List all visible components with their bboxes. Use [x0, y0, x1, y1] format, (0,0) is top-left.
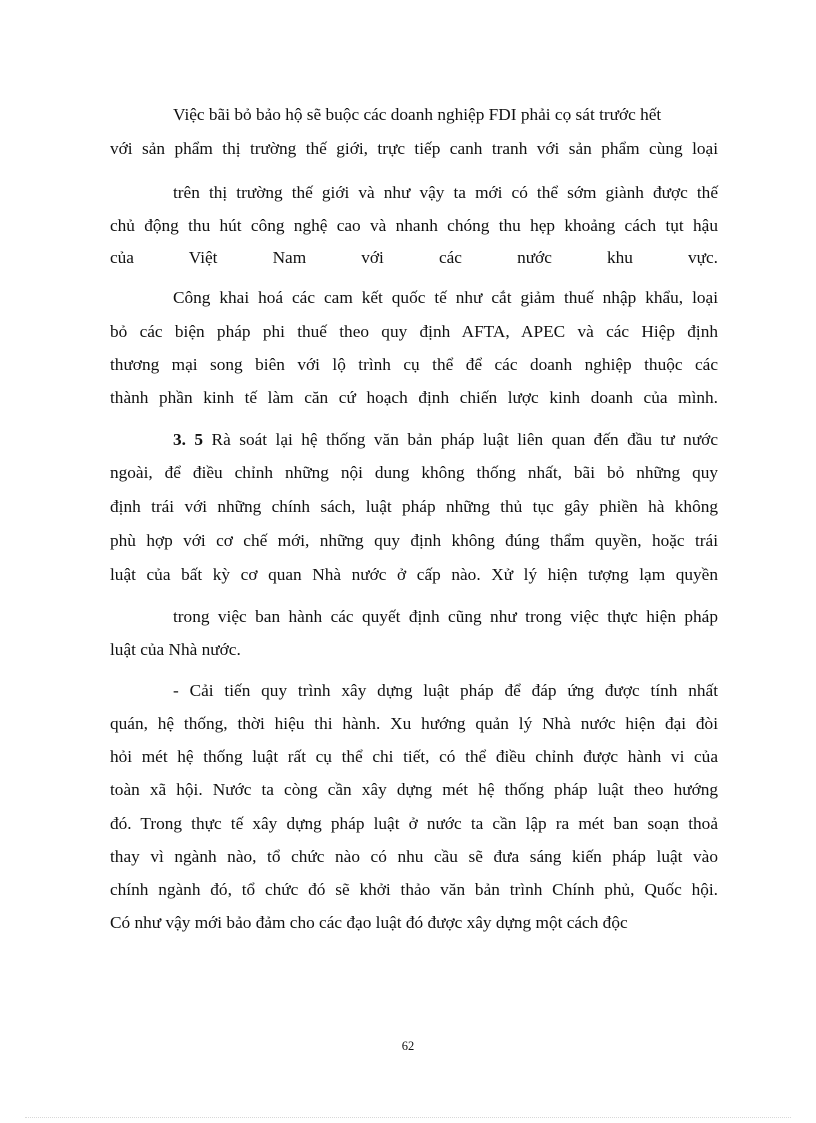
paragraph-6-line-6: thay vì ngành nào, tổ chức nào có nhu cầu sẽ đưa sáng kiến pháp luật vào [110, 847, 718, 866]
paragraph-6-line-1: - Cải tiến quy trình xây dựng luật pháp để đáp ứng được tính nhất [173, 681, 718, 700]
paragraph-6-line-3: hỏi mét hệ thống luật rất cụ thể chi tiết, có thể điều chỉnh được hành vi của [110, 747, 718, 766]
paragraph-3-line-4: thành phần kinh tế làm căn cứ hoạch định chiến lược kinh doanh của mình. [110, 388, 718, 407]
paragraph-6-line-8: Có như vậy mới bảo đảm cho các đạo luật đó được xây dựng một cách độc [110, 913, 628, 932]
paragraph-2-line-1: trên thị trường thế giới và như vậy ta mới có thể sớm giành được thế [173, 183, 718, 202]
line-text: Việc bãi bỏ bảo hộ sẽ buộc các doanh nghiệp FDI phải cọ sát trước hết [173, 105, 662, 124]
page-number: 62 [401, 1039, 415, 1053]
paragraph-3-line-3: thương mại song biên với lộ trình cụ thể để các doanh nghiệp thuộc các [110, 355, 718, 374]
paragraph-6-line-5: đó. Trong thực tế xây dựng pháp luật ở nước ta cần lập ra mét ban soạn thoả [110, 814, 718, 833]
paragraph-2-line-2: chủ động thu hút công nghệ cao và nhanh chóng thu hẹp khoảng cách tụt hậu [110, 216, 718, 235]
line-text: Rà soát lại hệ thống văn bản pháp luật liên quan đến đầu tư nước [203, 430, 718, 449]
paragraph-4-line-1 [173, 429, 718, 451]
paragraph-5-line-1: trong việc ban hành các quyết định cũng như trong việc thực hiện pháp [173, 607, 718, 626]
paragraph-6-line-7: chính ngành đó, tổ chức đó sẽ khởi thảo văn bản trình Chính phủ, Quốc hội. [110, 880, 718, 899]
paragraph-6-line-4: toàn xã hội. Nước ta còng cần xây dựng mét hệ thống pháp luật theo hướng [110, 780, 718, 799]
paragraph-4-line-5: luật của bất kỳ cơ quan Nhà nước ở cấp nào. Xử lý hiện tượng lạm quyền [110, 565, 718, 584]
paragraph-5-line-2: luật của Nhà nước. [110, 640, 241, 659]
paragraph-1-line-1 [173, 104, 718, 126]
paragraph-6-line-2: quán, hệ thống, thời hiệu thi hành. Xu hướng quản lý Nhà nước hiện đại đòi [110, 714, 718, 733]
paragraph-4-line-3: định trái với những chính sách, luật pháp những thủ tục gây phiền hà không [110, 497, 718, 516]
paragraph-3-line-2: bỏ các biện pháp phi thuế theo quy định AFTA, APEC và các Hiệp định [110, 322, 718, 341]
section-number: 3. 5 [173, 430, 204, 449]
page-bottom-rule [25, 1117, 791, 1118]
paragraph-4-line-2: ngoài, để điều chỉnh những nội dung không thống nhất, bãi bỏ những quy [110, 463, 718, 482]
paragraph-4-line-4: phù hợp với cơ chế mới, những quy định không đúng thẩm quyền, hoặc trái [110, 531, 718, 550]
paragraph-2-line-3: của Việt Nam với các nước khu vực. [110, 248, 718, 267]
paragraph-1-line-2: với sản phẩm thị trường thế giới, trực tiếp canh tranh với sản phẩm cùng loại [110, 139, 718, 158]
paragraph-3-line-1: Công khai hoá các cam kết quốc tế như cắt giảm thuế nhập khẩu, loại [173, 288, 718, 307]
